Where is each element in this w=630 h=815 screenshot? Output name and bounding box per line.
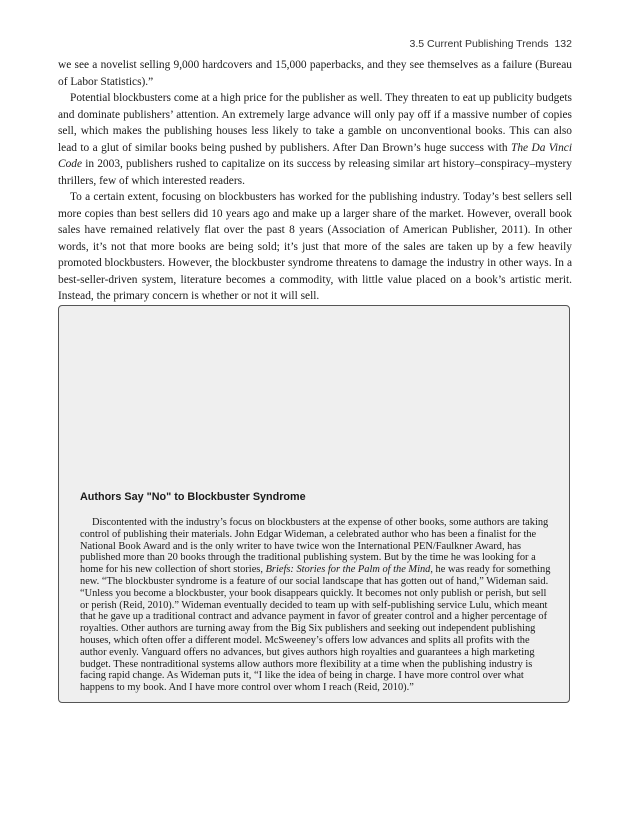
running-head: [410, 38, 572, 50]
section-title: 3.5 Current Publishing Trends: [409, 38, 549, 50]
paragraph-2: [58, 90, 572, 189]
sidebar-box: [58, 305, 570, 703]
paragraph-3: To a certain extent, focusing on blockbusters has worked for the publishing industry. Today’s best sellers sell more copies than best sellers did 10 years ago and make up a larger share of the market. However, overall book sales have remained relatively flat over the past 8 years (Association of American Publisher, 2011). In other words, it’s not that more books are being sold; it’s just that more of the sales are taken up by a few heavily promoted blockbusters. However, the blockbuster syndrome threatens to damage the industry in other ways. In a best-seller-driven system, literature becomes a commodity, with little value placed on a book’s artistic merit. Instead, the primary concern is whether or not it will sell.: [58, 191, 572, 302]
paragraph-2-text-b: in 2003, publishers rushed to capitalize on its success by releasing similar art history–conspiracy–mystery thrillers, few of which interested readers.: [58, 158, 572, 187]
book-title-briefs: Briefs: Stories for the Palm of the Mind: [265, 564, 431, 576]
body-text: [58, 57, 572, 305]
sidebar-text-a: Discontented with the industry’s focus on blockbusters at the expense of other books, some authors are taking control of publishing their materials. John Edgar Wideman, a celebrated author who has been a finalist for the National Book Award and is the only writer to have twice won the International PEN/Faulkner Award, has published more than 20 books through the traditional publishing system. But by the time he was looking for a home for his new collection of short stories,: [80, 517, 549, 576]
sidebar-text-b: , he was ready for something new. “The blockbuster syndrome is a feature of our social landscape that has gotten out of hand,” Wideman said. “Unless you become a blockbuster, your book disappears quickly. It becomes not only publish or perish, but sell or perish (Reid, 2010).” Wideman eventually decided to team up with self-publishing service Lulu, which meant that he gave up a traditional contract and advance payment in favor of greater control and a higher percentage of royalties. Other authors are turning away from the Big Six publishers and seeking out independent publishing houses, which often offer a different model. McSweeney’s offers low advances and splits all profits with the author evenly. Vanguard offers no advances, but gives authors high royalties and guarantees a high marketing budget. These nontraditional systems allow authors more flexibility at a time when the publishing industry is facing rapid change. As Wideman puts it, “I like the idea of being in charge. I have more control over what happens to my book. And I have more control over whom I reach (Reid, 2010).”: [80, 564, 551, 694]
paragraph-2-text-a: Potential blockbusters come at a high price for the publisher as well. They threaten to eat up publicity budgets and dominate publishers’ attention. An extremely large advance will only pay off if a massive number of copies sell, which makes the publishing houses less likely to take a gamble on unconventional books. This can also lead to a glut of similar books being pushed by publishers. After Dan Brown’s huge success with: [58, 92, 572, 154]
sidebar-paragraph: [80, 517, 552, 694]
paragraph-1: we see a novelist selling 9,000 hardcovers and 15,000 paperbacks, and they see themselves as a failure (Bureau of Labor Statistics).”: [58, 59, 572, 88]
page-number: 132: [554, 38, 572, 50]
sidebar-title: Authors Say "No" to Blockbuster Syndrome: [80, 491, 306, 503]
book-title-da-vinci-code: The Da Vinci Code: [58, 141, 572, 170]
sidebar-text: [80, 517, 552, 694]
